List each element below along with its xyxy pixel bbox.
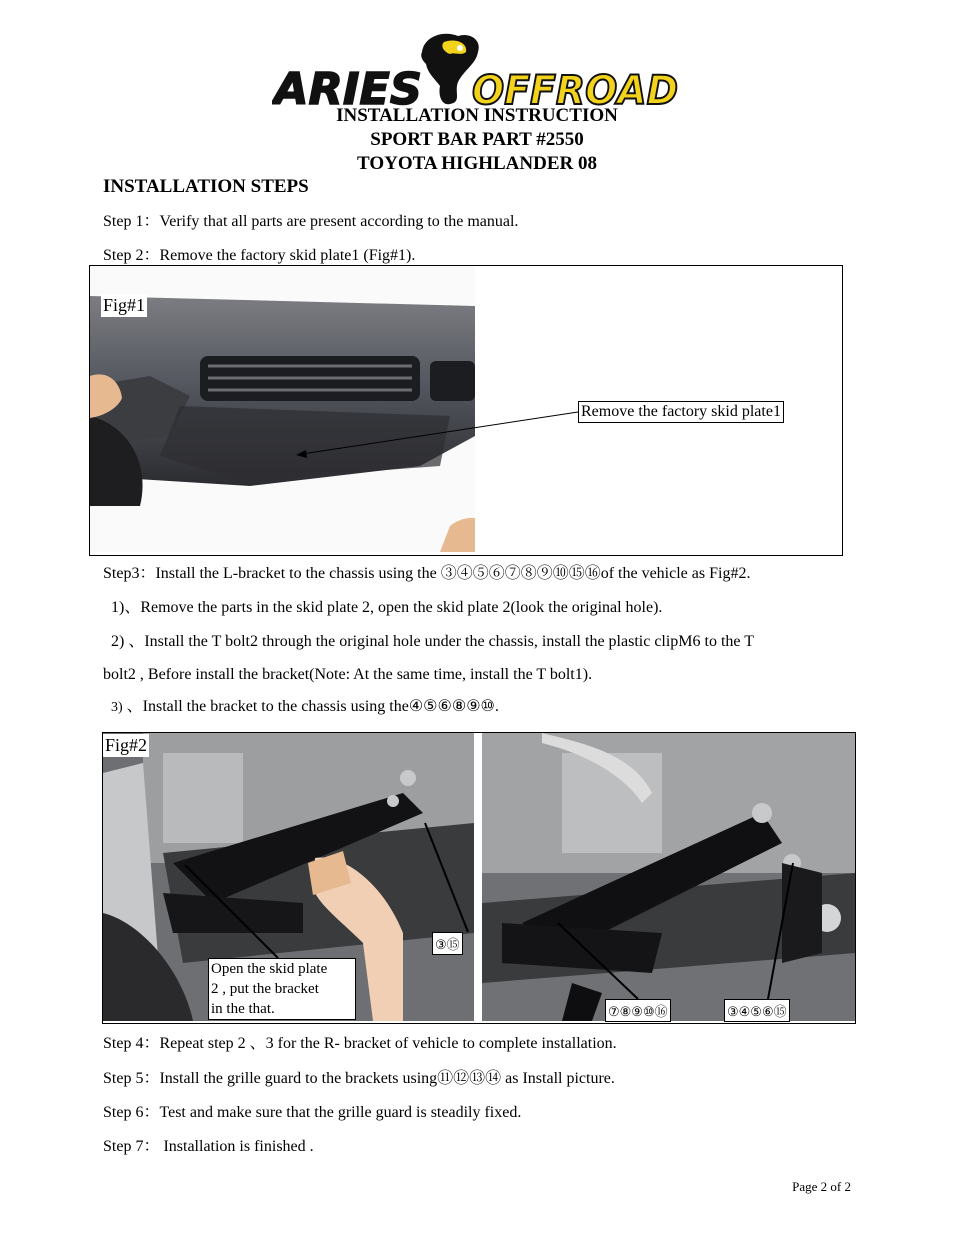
- title-line-2: SPORT BAR PART #2550: [370, 129, 584, 150]
- step-4: Step 4：Repeat step 2 、3 for the R- bracket of vehicle to complete installation.: [103, 1035, 617, 1052]
- step-3-sub-3-text: 、Install the bracket to the chassis using the④⑤⑥⑧⑨⑩.: [126, 698, 499, 715]
- fig2-callout-parts-c: ③④⑤⑥⑮: [724, 999, 790, 1022]
- step-6: Step 6：Test and make sure that the grille guard is steadily fixed.: [103, 1104, 522, 1121]
- page-number: Page 2 of 2: [792, 1179, 851, 1194]
- logo-word-offroad: OFFROAD: [472, 68, 678, 110]
- ram-head-icon: [421, 34, 479, 105]
- title-line-3: TOYOTA HIGHLANDER 08: [356, 153, 597, 174]
- section-heading: INSTALLATION STEPS: [103, 176, 309, 197]
- figure-1: [89, 265, 843, 556]
- fig2-callout-parts-a: ③⑮: [432, 932, 463, 955]
- step-7: Step 7： Installation is finished .: [103, 1138, 314, 1155]
- fig1-label: Fig#1: [103, 295, 146, 315]
- aries-offroad-logo: [272, 30, 684, 110]
- step-3-sub-2-line-1: 2) 、Install the T bolt2 through the original hole under the chassis, install the plastic clipM6 to the T: [111, 633, 755, 650]
- callout-line-1: Open the skid plate: [211, 961, 328, 977]
- step-5: Step 5：Install the grille guard to the brackets using⑪⑫⑬⑭ as Install picture.: [103, 1070, 615, 1087]
- step-3: Step3：Install the L-bracket to the chassis using the ③④⑤⑥⑦⑧⑨⑩⑮⑯of the vehicle as Fig#2.: [103, 565, 751, 582]
- step-1: Step 1：Verify that all parts are present according to the manual.: [103, 213, 519, 230]
- callout-line-2: 2 , put the bracket: [211, 981, 319, 997]
- step-3-sub-3-number: 3): [111, 700, 123, 715]
- fig2-leader-lines: [103, 733, 855, 1023]
- callout-line-3: in the that.: [211, 1001, 275, 1017]
- fig1-arrow: [90, 266, 842, 555]
- figure-2: [102, 732, 856, 1024]
- step-3-sub-3: [111, 697, 499, 718]
- logo-word-aries: ARIES: [272, 64, 422, 110]
- fig1-callout: Remove the factory skid plate1: [578, 401, 784, 423]
- fig2-label: Fig#2: [105, 735, 148, 755]
- fig2-callout-parts-b: ⑦⑧⑨⑩⑯: [605, 999, 671, 1022]
- title-line-1: INSTALLATION INSTRUCTION: [336, 105, 618, 126]
- step-3-sub-2-line-2: bolt2 , Before install the bracket(Note: At the same time, install the T bolt1).: [103, 666, 593, 683]
- step-3-sub-1: 1)、Remove the parts in the skid plate 2, open the skid plate 2(look the original hole).: [111, 599, 663, 616]
- step-2: Step 2：Remove the factory skid plate1 (Fig#1).: [103, 247, 416, 264]
